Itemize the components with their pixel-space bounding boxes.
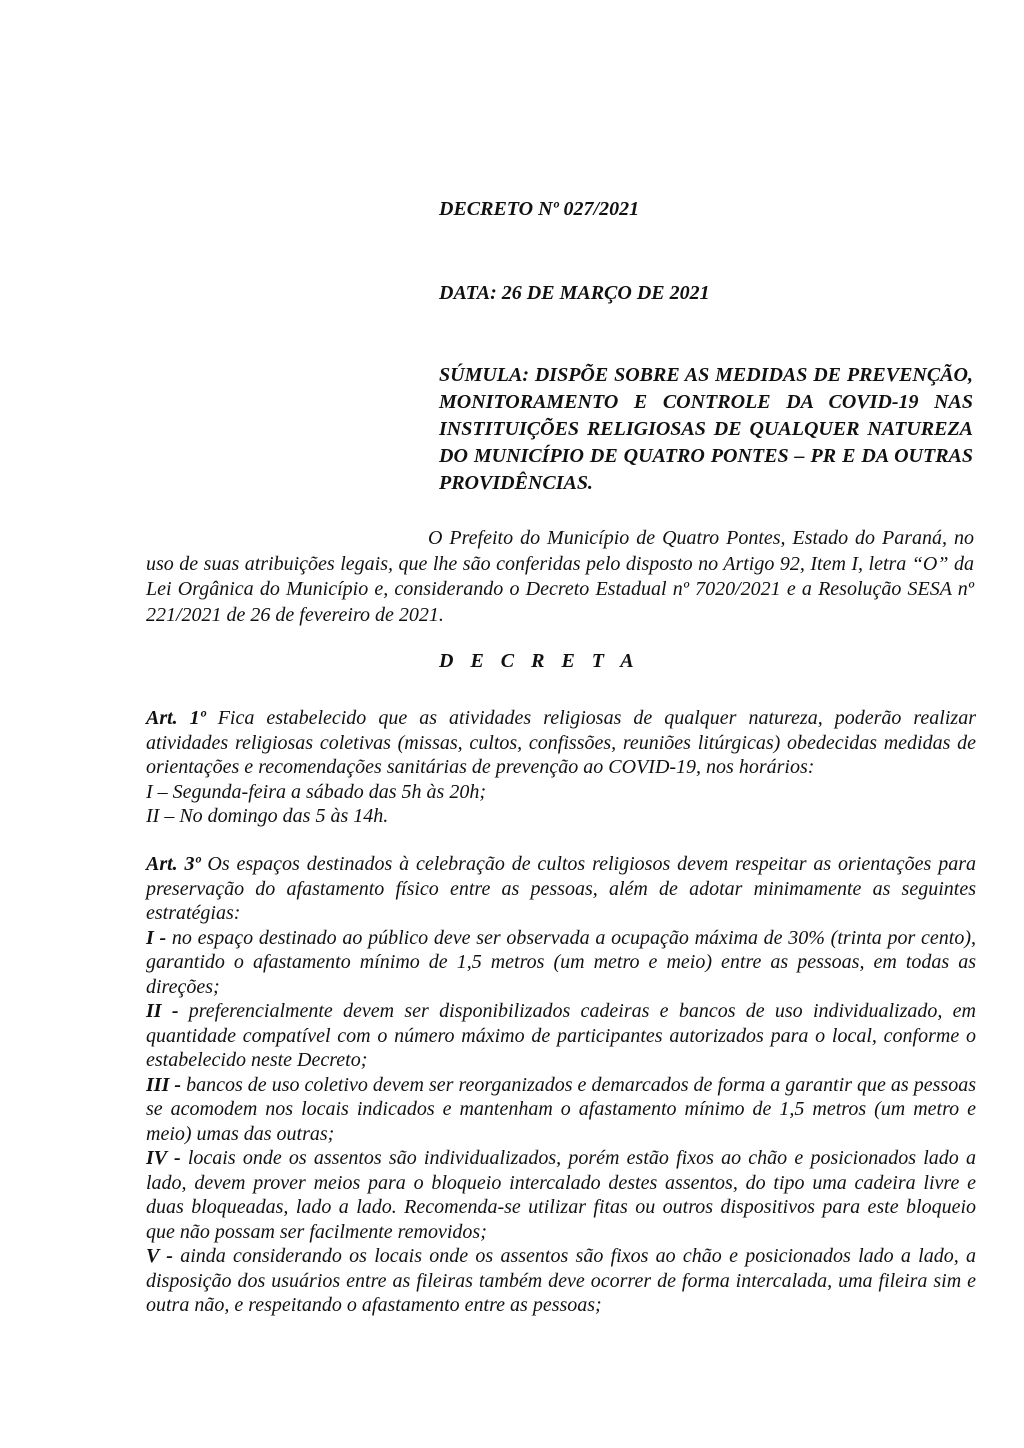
decreta-heading: D E C R E T A (439, 650, 640, 672)
item-label: V - (146, 1245, 173, 1267)
article-1-label: Art. 1º (146, 707, 206, 729)
article-1-body (146, 706, 976, 780)
article-1-item: I – Segunda-feira a sábado das 5h às 20h; (146, 780, 486, 803)
item-text: bancos de uso coletivo devem ser reorganizados e demarcados de forma a garantir que as pessoas se acomodem nos locais indicados e mantenham o afastamento mínimo de 1,5 metros (um metro e meio) umas das outras; (146, 1073, 976, 1145)
article-3-item (146, 1073, 976, 1147)
item-label: III - (146, 1073, 182, 1096)
article-1-item: II – No domingo das 5 às 14h. (146, 805, 389, 827)
item-text: locais onde os assentos são individualizados, porém estão fixos ao chão e posicionados lado a lado, devem prover meios para o bloqueio intercalado destes assentos, do tipo uma cadeira livre e duas bloqueadas, lado a lado. Recomenda-se utilizar fitas ou outros dispositivos para este bloqueio que não possam ser facilmente removidos; (146, 1147, 977, 1243)
article-3-body (146, 852, 976, 926)
item-text: preferencialmente devem ser disponibilizados cadeiras e bancos de uso individualizado, em quantidade compatível com o número máximo de participantes autorizados para o local, conforme o estabelecido neste Decreto; (146, 1000, 976, 1071)
item-text: no espaço destinado ao público deve ser observada a ocupação máxima de 30% (trinta por cento), garantido o afastamento mínimo de 1,5 metros (um metro e meio) entre as pessoas, em todas as direções; (146, 926, 976, 998)
article-3-item (146, 1146, 976, 1244)
item-label: II - (146, 1000, 179, 1022)
article-3-item (146, 926, 976, 1000)
article-3-item (146, 999, 976, 1073)
decree-date: DATA: 26 DE MARÇO DE 2021 (439, 282, 710, 304)
decree-summary: SÚMULA: DISPÕE SOBRE AS MEDIDAS DE PREVENÇÃO, MONITORAMENTO E CONTROLE DA COVID-19 NAS INSTITUIÇÕES RELIGIOSAS DE QUALQUER NATUREZA DO MUNICÍPIO DE QUATRO PONTES – PR E DA OUTRAS PROVIDÊNCIAS. (439, 364, 973, 494)
article-1-text: Fica estabelecido que as atividades religiosas de qualquer natureza, poderão realizar atividades religiosas coletivas (missas, cultos, confissões, reuniões litúrgicas) obedecidas medidas de orientações e recomendações sanitárias de prevenção ao COVID-19, nos horários: (146, 707, 976, 778)
item-label: I - (146, 926, 167, 949)
item-label: IV - (146, 1147, 181, 1169)
preamble: O Prefeito do Município de Quatro Pontes, Estado do Paraná, no uso de suas atribuições legais, que lhe são conferidas pelo disposto no Artigo 92, Item I, letra “O” da Lei Orgânica do Município e, considerando o Decreto Estadual nº 7020/2021 e a Resolução SESA nº 221/2021 de 26 de fevereiro de 2021. (146, 527, 974, 626)
decree-number: DECRETO Nº 027/2021 (439, 198, 640, 220)
article-1 (146, 706, 976, 829)
article-3-text: Os espaços destinados à celebração de cultos religiosos devem respeitar as orientações para preservação do afastamento físico entre as pessoas, além de adotar minimamente as seguintes estratégias: (146, 853, 976, 924)
item-text: ainda considerando os locais onde os assentos são fixos ao chão e posicionados lado a lado, a disposição dos usuários entre as fileiras também deve ocorrer de forma intercalada, uma fileira sim e outra não, e respeitando o afastamento entre as pessoas; (146, 1245, 976, 1316)
article-3-item (146, 1244, 976, 1318)
article-3 (146, 852, 976, 1318)
article-3-label: Art. 3º (146, 853, 201, 875)
